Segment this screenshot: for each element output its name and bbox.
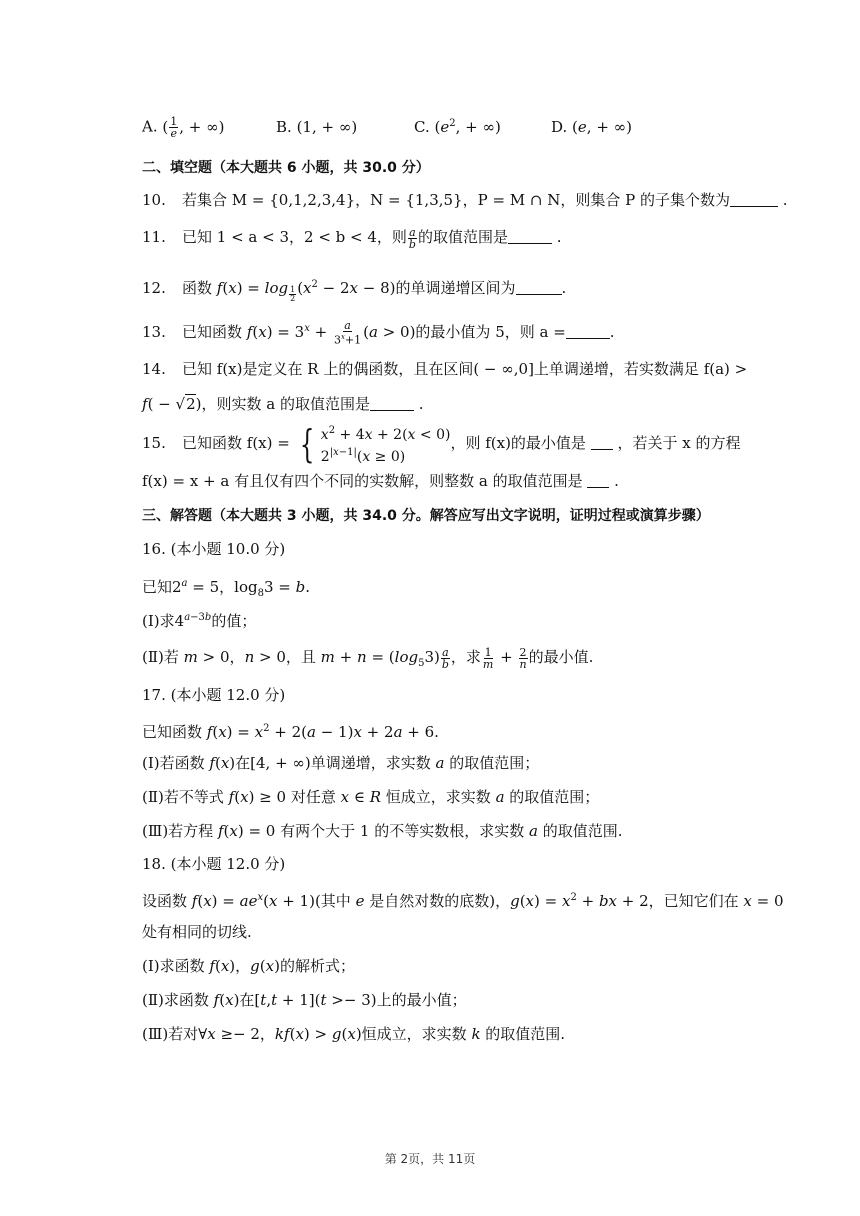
question-10: 10. 若集合 M = {0,1,2,3,4}，N = {1,3,5}，P = M ∩ N，则集合 P 的子集个数为 .: [142, 191, 788, 209]
question-17-part1: (Ⅰ)若函数 f(x)在[4, + ∞)单调递增，求实数 a 的取值范围；: [142, 754, 540, 772]
answer-blank: [370, 394, 414, 411]
question-14-line1: 14. 已知 f(x)是定义在 R 上的偶函数，且在区间( − ∞,0]上单调递增，若实数满足 f(a) >: [142, 360, 748, 378]
answer-blank: [508, 227, 552, 244]
question-17-part3: (Ⅲ)若方程 f(x) = 0 有两个大于 1 的不等实数根，求实数 a 的取值范围.: [142, 822, 623, 840]
question-16-given: 已知$2^a = 5$，$\log_83 = b$.: [142, 578, 311, 599]
question-12: 12. 函数 f(x) = log $_{\frac{1}{2}}$ $(x^2 - 2x - 8)$的单调递增区间为 .: [142, 279, 567, 303]
section-fill-blank-heading: 二、填空题（本大题共 6 小题，共 30.0 分）: [142, 160, 430, 176]
choice-b: B. (1, + ∞): [276, 118, 358, 136]
answer-blank: [730, 190, 778, 207]
piecewise-function: { $x^2 + 4x + 2(x < 0)$ $2^{|x-1|}(x \ge 0)$: [299, 422, 451, 466]
question-18-given-line1: 设函数 $f(x) = ae^x(x + 1)$(其中 e 是自然对数的底数)，$g(x) = x^2$ + bx + 2，已知它们在 x = 0: [142, 892, 784, 910]
choice-c-text: ($e^2$, + ∞): [434, 118, 501, 136]
question-18-part1: (Ⅰ)求函数 f(x)，g(x)的解析式；: [142, 957, 355, 975]
choice-b-text: (1, + ∞): [296, 118, 358, 136]
choice-a-text: ( $\frac{1}{e}$ , + ∞): [162, 115, 225, 140]
question-11: 11. 已知 1 < a < 3，2 < b < 4，则 $\frac{a}{b}$ 的取值范围是 .: [142, 225, 562, 251]
answer-blank: [516, 278, 562, 295]
section-answer-heading: 三、解答题（本大题共 3 小题，共 34.0 分。解答应写出文字说明，证明过程或演算步骤）: [142, 508, 710, 524]
question-18-part3: (Ⅲ)若对∀x ≥− 2，kf(x) > g(x)恒成立，求实数 k 的取值范围.: [142, 1025, 566, 1043]
answer-blank: [587, 471, 609, 488]
question-16-part2: (Ⅱ)若 m > 0，n > 0，且 $m + n = (\log_53)$ $\frac{a}{b}$ ，求 $\frac{1}{m}$ + $\frac{2}{n}$ 的最小值.: [142, 645, 594, 671]
question-16-part1: (Ⅰ)求$4^{a-3b}$的值；: [142, 612, 257, 630]
question-18-heading: 18. (本小题 12.0 分): [142, 855, 286, 873]
question-18-given-line2: 处有相同的切线.: [142, 923, 252, 941]
page-number-footer: 第 2页，共 11页: [384, 1152, 476, 1166]
choice-d-text: (e, + ∞): [572, 118, 633, 136]
choice-a: A. ( $\frac{1}{e}$ , + ∞): [142, 115, 225, 140]
question-17-part2: (Ⅱ)若不等式 f(x) ≥ 0 对任意 x ∈ R 恒成立，求实数 a 的取值范围；: [142, 788, 600, 806]
answer-blank: [591, 433, 613, 450]
question-13: 13. 已知函数 $f(x) = 3^x$ + $\frac{a}{3^x+1}$ (a > 0)的最小值为 5，则 a = .: [142, 319, 615, 347]
question-15-line2: f(x) = x + a 有且仅有四个不同的实数解，则整数 a 的取值范围是 .: [142, 472, 619, 490]
question-18-part2: (Ⅱ)求函数 f(x)在[t,t + 1](t >− 3)上的最小值；: [142, 991, 467, 1009]
question-17-given: 已知函数 $f(x) = x^2 + 2(a - 1)x + 2a + 6$.: [142, 723, 439, 741]
choice-d: D. (e, + ∞): [551, 118, 633, 136]
question-15-line1: 15. 已知函数 f(x) = { $x^2 + 4x + 2(x < 0)$ $2^{|x-1|}(x \ge 0)$ ，则 f(x)的最小值是 ，若关于 x 的方程: [142, 422, 741, 466]
question-16-heading: 16. (本小题 10.0 分): [142, 540, 286, 558]
question-17-heading: 17. (本小题 12.0 分): [142, 686, 286, 704]
choice-c: C. ($e^2$, + ∞): [414, 118, 501, 136]
question-14-line2: f( − √2)，则实数 a 的取值范围是 .: [142, 395, 424, 413]
answer-blank: [566, 322, 610, 339]
